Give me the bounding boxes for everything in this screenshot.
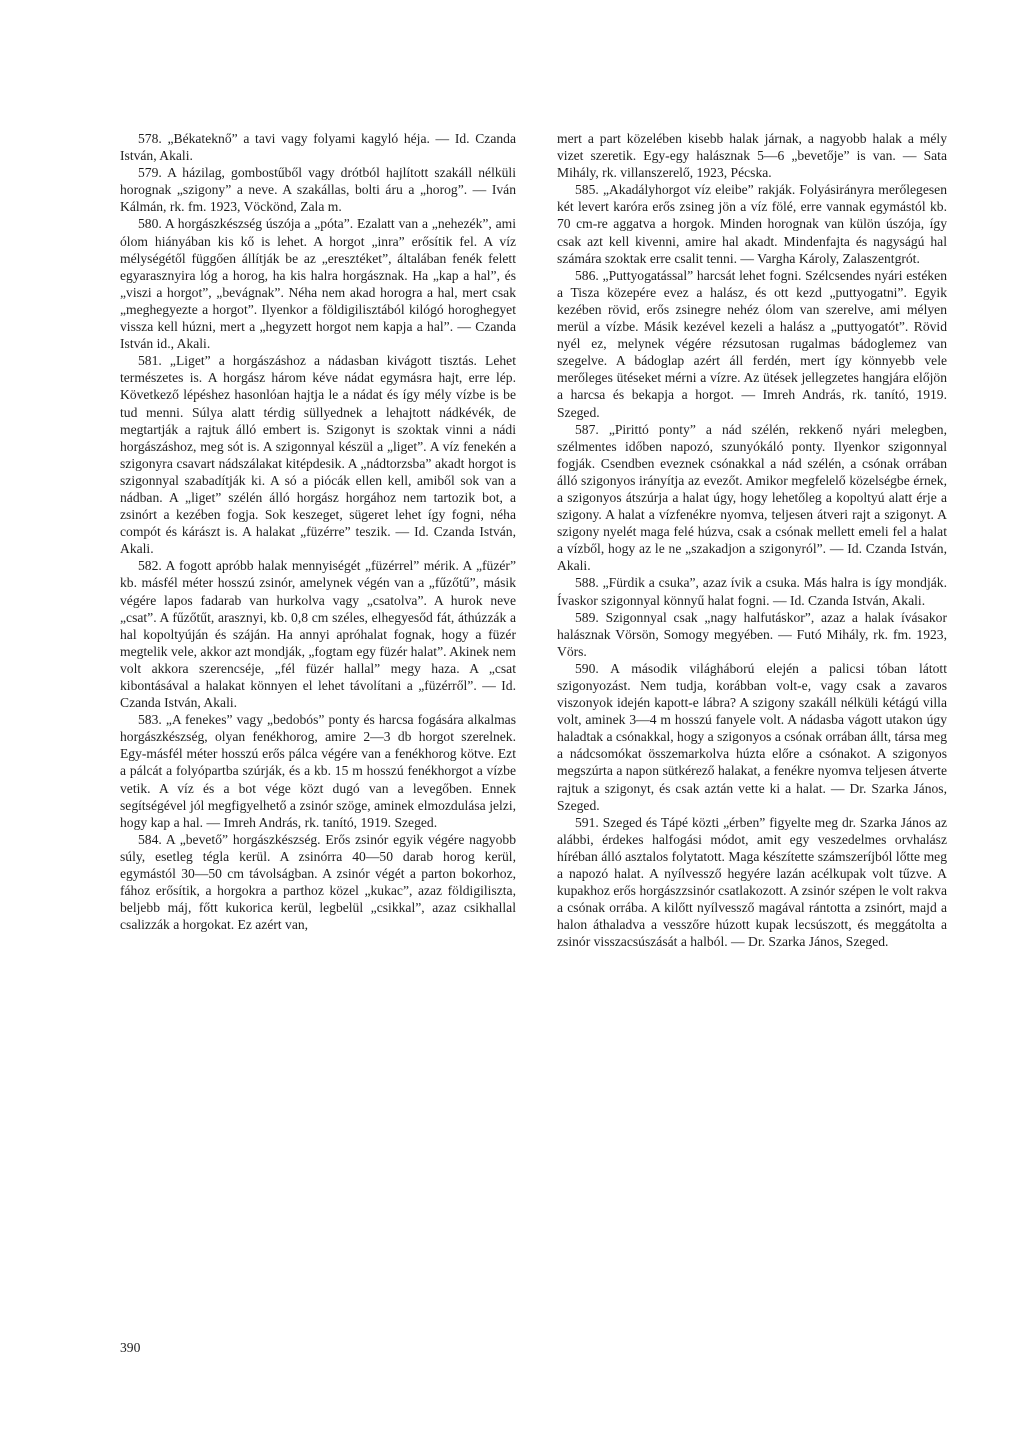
- entry-585: 585. „Akadályhorgot víz eleibe” rakják. Folyásirányra merőlegesen két levert karóra erős zsineg jön a víz fölé, erre vannak egymástól kb. 70 cm-re aggatva a horgok. Minden horognak van külön úszója, így csak azt kell kivenni, amire hal akadt. Mindenfajta és nagyságú hal számára szoktak erre csalit tenni. — Vargha Károly, Zalaszentgrót.: [557, 182, 947, 266]
- entry-588: 588. „Fürdik a csuka”, azaz ívik a csuka. Más halra is így mondják. Ívaskor szigonnyal könnyű halat fogni. — Id. Czanda István, Akali.: [557, 575, 947, 608]
- left-column: [120, 130, 516, 933]
- entry-581: 581. „Liget” a horgászáshoz a nádasban kivágott tisztás. Lehet természetes is. A horgász három kéve nádat egymásra hajt, erre lép. Következő lépéshez hasonlóan hajtja le a nádat és így mély vízbe is be tud menni. Súlya alatt térdig süllyednek a lehajtott nádkévék, de megtartják a rajtuk álló embert is. Szigonyt is szoktak vinni a nádi horgászáshoz, meg sót is. A szigonnyal készül a „liget”. A víz fenekén a szigonyra csavart nádszálakat kitépdesik. A „nádtorzsba” akadt horgot is szigonnyal szabadítják ki. A só a piócák ellen kell, amiből sok van a nádban. A „liget” szélén álló horgász horgához nem tartozik bot, a zsinórt a kezében fogja. Sok keszeget, sügeret lehet így fogni, néha compót és kárászt is. A halakat „füzérre” teszik. — Id. Czanda István, Akali.: [120, 353, 516, 557]
- entry-589: 589. Szigonnyal csak „nagy halfutáskor”, azaz a halak ívásakor halásznak Vörsön, Somogy megyében. — Futó Mihály, rk. fm. 1923, Vörs.: [557, 609, 947, 659]
- entry-579: 579. A házilag, gombostűből vagy drótból hajlított szakáll nélküli horognak „szigony” a neve. A szakállas, bolti áru a „horog”. — Iván Kálmán, rk. fm. 1923, Vöckönd, Zala m.: [120, 165, 516, 215]
- entry-584-continued: mert a part közelében kisebb halak járnak, a nagyobb halak a mély vizet szeretik. Egy-egy halásznak 5—6 „bevetője” is van. — Sata Mihály, rk. villanszerelő, 1923, Pécska.: [557, 131, 947, 181]
- entry-590: 590. A második világháború elején a palicsi tóban látott szigonyozást. Nem tudja, korábban volt-e, vagy csak a zavaros viszonyok idején kapott-e lábra? A szigony szakáll nélküli kétágú villa volt, aminek 3—4 m hosszú fanyele volt. A nádasba vágott utakon úgy haladtak a csónakkal, hogy a szigonyos a csónak orrában állt, társa meg a nádcsomókat összemarkolva húzta előre a csónakot. A szigonyos megszúrta a napon sütkérező halakat, a fenékre nyomva teljesen átverte rajtuk a szigonyt, és csak aztán vette ki a halat. — Dr. Szarka János, Szeged.: [557, 660, 947, 813]
- right-column: [557, 130, 947, 951]
- entry-587: 587. „Pirittó ponty” a nád szélén, rekkenő nyári melegben, szélmentes időben napozó, szunyókáló ponty. Ilyenkor szigonnyal fogják. Csendben eveznek csónakkal a nád szélén, a csónak orrában álló szigonyos irányítja az evezőt. Amikor megfelelő közelségbe érnek, a szigonyos átszúrja a halat úgy, hogy lehetőleg a kopoltyú alatt érje a szigony. A halat a vízfenékre nyomva, teljesen átveri rajt a szigonyt. A szigony nyelét maga felé húzva, csak a csónak mellett emeli fel a halat a vízből, hogy az le ne „szakadjon a szigonyról”. — Id. Czanda István, Akali.: [557, 421, 947, 574]
- entry-591: 591. Szeged és Tápé közti „érben” figyelte meg dr. Szarka János az alábbi, érdekes halfogási módot, amit egy veszedelmes orvhalász híréban álló asztalos folytatott. Maga készítette számszeríjból lőtte meg a napozó halat. A nyílvessző hegyére lazán acélkupak volt tűzve. A kupakhoz erős horgászzsinór csatlakozott. A zsinór szépen le volt rakva a csónak orrába. A kilőtt nyílvessző magával rántotta a zsinórt, majd a halon áthaladva a vesszőre húzott kupak lecsúszott, és meggátolta a zsinór visszacsúszását a halból. — Dr. Szarka János, Szeged.: [557, 814, 947, 950]
- entry-582: 582. A fogott apróbb halak mennyiségét „füzérrel” mérik. A „füzér” kb. másfél méter hosszú zsinór, amelynek végén van a „fűzőtű”, másik végére lapos fadarab van hurkolva vagy „csatolva”. A hurok neve „csat”. A fűzőtűt, arasznyi, kb. 0,8 cm széles, elhegyesőd fát, áthúzzák a hal kopoltyúján és száján. Ha annyi apróhalat fognak, hogy a füzér megtelik vele, akkor azt mondják, „fogtam egy füzér halat”. Akinek nem volt akkora szerencséje, „fél füzér hallal” megy haza. A „csat kibontásával a halakat könnyen el lehet távolítani a „füzérről”. — Id. Czanda István, Akali.: [120, 558, 516, 711]
- entry-578: 578. „Békateknő” a tavi vagy folyami kagyló héja. — Id. Czanda István, Akali.: [120, 131, 516, 164]
- entry-583: 583. „A fenekes” vagy „bedobós” ponty és harcsa fogására alkalmas horgászkészség, olyan fenékhorog, amire 2—3 db horgot szerelnek. Egy-másfél méter hosszú erős pálca végére van a fenékhorog kötve. Ezt a pálcát a folyópartba szúrják, és a kb. 15 m hosszú fenékhorgot a vízbe vetik. A víz és a bot vége közt dugó van a levegőben. Ennek segítségével jól megfigyelhető a zsinór szöge, aminek elmozdulása jelzi, hogy kap a hal. — Imreh András, rk. tanító, 1919. Szeged.: [120, 712, 516, 830]
- page-number: 390: [120, 1340, 141, 1355]
- entry-584: 584. A „bevető” horgászkészség. Erős zsinór egyik végére nagyobb súly, esetleg tégla kerül. A zsinórra 40—50 darab horog kerül, egymástól 30—50 cm távolságban. A zsinór végét a parton bokorhoz, fához erősítik, a horgokra a parthoz közel „kukac”, azaz földigiliszta, beljebb máj, főtt kukorica kerül, legbelül „csikkal”, azaz csikhallal csalizzák a horgokat. Ez azért van,: [120, 831, 516, 933]
- entry-580: 580. A horgászkészség úszója a „póta”. Ezalatt van a „nehezék”, ami ólom hiányában kis kő is lehet. A horgot „inra” erősítik fel. A víz mélységétől függően állítják be az „eresztéket”, általában fenék felett egyarasznyira lóg a horog, ha kis halra horgásznak. Ha „kap a hal”, és „viszi a horgot”, „bevágnak”. Néha nem akad horogra a hal, mert csak „meghegyezte a horgot”. Ilyenkor a földigilisztából kilógó horoghegyet vissza kell húzni, mert a „hegyzett horgot nem kapja a hal”. — Czanda István id., Akali.: [120, 216, 516, 352]
- entry-586: 586. „Puttyogatással” harcsát lehet fogni. Szélcsendes nyári estéken a Tisza közepére evez a halász, és ott kezd „puttyogatni”. Egyik kezében rövid, erős zsinegre nehéz ólom van szerelve, ami mélyen merül a vízbe. Másik kezével kezeli a halász a „puttyogatót”. Rövid nyél ez, melynek végére rézsutosan rugalmas bádoglemez van szegelve. A bádoglap azért áll ferdén, mert így könnyebb vele merőleges ütéseket mérni a vízre. Az ütések jellegzetes hangjára előjön a harcsa és bekapja a horgot. — Imreh András, rk. tanító, 1919. Szeged.: [557, 267, 947, 420]
